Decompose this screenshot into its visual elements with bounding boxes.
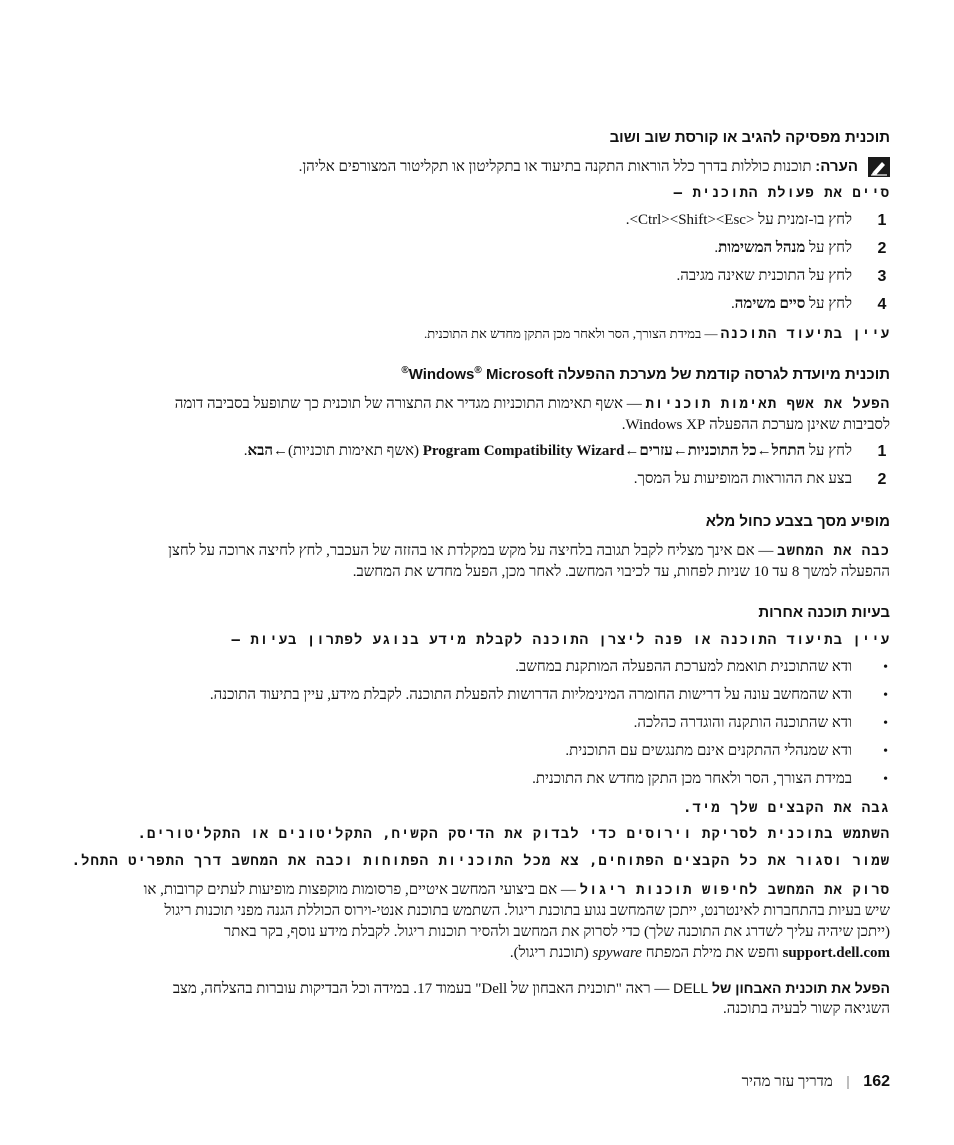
section-title-blue-screen: מופיע מסך בצבע כחול מלא xyxy=(705,513,890,530)
registered-mark: ® xyxy=(474,365,482,376)
section-title-other-problems: בעיות תוכנה אחרות xyxy=(758,604,890,621)
arrow-icon: ← xyxy=(756,443,772,459)
step-text xyxy=(714,240,852,257)
bullet-icon: • xyxy=(883,660,888,675)
diagnostics-para-line1 xyxy=(173,978,890,1000)
save-close-line: שמור וסגור את כל הקבצים הפתוחים, צא מכל התוכניות הפתוחות וכבה את המחשב דרך התפריט התחל. xyxy=(71,853,890,869)
footer-separator: | xyxy=(846,1074,850,1090)
step-text-post: . xyxy=(731,296,735,312)
end-task-label: סיים משימה xyxy=(734,296,806,312)
see-documentation-line xyxy=(424,325,890,343)
turn-off-label: כבה את המחשב xyxy=(777,543,890,559)
note-label: הערה: xyxy=(815,158,858,175)
see-documentation-label: עיין בתיעוד התוכנה xyxy=(720,326,890,342)
path-all-programs: כל התוכניות xyxy=(687,443,757,459)
section-title-program-crash: תוכנית מפסיקה להגיב או קורסת שוב ושוב xyxy=(609,129,890,146)
note-text: תוכנות כוללות בדרך כלל הוראות התקנה בתיעוד או בתקליטון או תקליטור המצורפים אליהן. xyxy=(298,159,816,175)
spyware-text-end: (תוכנת ריגול). xyxy=(509,945,593,961)
path-wizard: Program Compatibility Wizard xyxy=(422,443,625,459)
blue-screen-para-line1 xyxy=(168,541,890,562)
spyware-keyword: spyware xyxy=(592,945,642,961)
blue-screen-text: — אם אינך מצליח לקבל תגובה בלחיצה על מקש במקלדת או בהזזה של העכבר, לחץ לחיצה ארוכה על לחצן xyxy=(168,543,778,559)
path-accessories: עזרים xyxy=(639,443,673,459)
spyware-para-line1 xyxy=(144,880,890,901)
bullet-icon: • xyxy=(883,688,888,703)
step-number: 1 xyxy=(877,443,887,460)
step-text-pre: לחץ על xyxy=(805,240,852,256)
path-next: הבא xyxy=(247,443,274,459)
title-windows: Windows xyxy=(408,366,475,383)
diagnostics-label: הפעל את תוכנית האבחון של xyxy=(712,980,890,996)
arrow-icon: ← xyxy=(273,443,289,459)
spyware-para-line2: שיש בעיות בהתחברות לאינטרנט, ייתכן שהמחשב נגוע בתוכנת ריגול. השתמש בתוכנת אנטי-וירוס הכוללת הגנה מפני תוכנות ריגול xyxy=(164,903,890,919)
step-number: 1 xyxy=(877,212,887,229)
spyware-text: — אם ביצועי המחשב איטיים, פרסומות מוקפצות מופיעות לעתים קרובות, או xyxy=(143,882,580,898)
support-site-link[interactable]: support.dell.com xyxy=(782,945,890,961)
antivirus-line: השתמש בתוכנית לסריקת וירוסים כדי לבדוק את הדיסק הקשיח, התקליטונים או התקליטורים. xyxy=(137,826,890,842)
bullet-text: ודא שהתוכנה הותקנה והוגדרה כהלכה. xyxy=(633,715,852,731)
bullet-text: במידת הצורך, הסר ולאחר מכן התקן מחדש את התוכנית. xyxy=(532,771,852,787)
bullet-text: ודא שהתוכנית תואמת למערכת ההפעלה המותקנת במחשב. xyxy=(515,659,852,675)
diagnostics-para-line2: השגיאה קשור לבעיה בתוכנה. xyxy=(723,1001,890,1017)
compat-wizard-para-line2: לסביבות שאינן מערכת ההפעלה Windows XP. xyxy=(621,417,890,433)
step-text: לחץ על התוכנית שאינה מגיבה. xyxy=(676,268,852,284)
compat-wizard-label: הפעל את אשף תאימות תוכניות xyxy=(645,396,890,412)
diagnostics-dell: DELL xyxy=(673,980,713,996)
path-wizard-hebrew: (אשף תאימות תוכניות) xyxy=(288,443,423,459)
bullet-icon: • xyxy=(883,772,888,787)
page-number: 162 xyxy=(863,1073,890,1090)
step-text: לחץ בו-זמנית על <Ctrl><Shift><Esc>. xyxy=(625,212,852,228)
note-pencil-icon xyxy=(868,157,890,177)
step-text-wizard-path: לחץ על התחל←כל התוכניות←עזרים←Program Compatibility Wizard (אשף תאימות תוכניות)←הבא. xyxy=(243,443,852,459)
see-documentation-text: — במידת הצורך, הסר ולאחר מכן התקן מחדש את התוכנית. xyxy=(423,326,721,341)
title-text: תוכנית מיועדת לגרסה קודמת של מערכת ההפעלה xyxy=(553,366,890,383)
arrow-icon: ← xyxy=(624,443,640,459)
step-number: 2 xyxy=(877,240,887,257)
task-manager-label: מנהל המשימות xyxy=(718,240,806,256)
step-text-pre: לחץ על xyxy=(805,296,852,312)
subhead-end-program: סיים את פעולת התוכנית — xyxy=(673,185,890,201)
step-text-post: . xyxy=(714,240,719,256)
page-footer xyxy=(742,1073,890,1091)
note-paragraph xyxy=(299,156,858,178)
guide-title: מדריך עזר מהיר xyxy=(741,1074,833,1090)
spyware-search-text: וחפש את מילת המפתח xyxy=(641,945,783,961)
bullet-text: ודא שהמחשב עונה על דרישות החומרה המינימליות הדרושות להפעלת התוכנה. לקבלת מידע, עיין בתיעוד התוכנה. xyxy=(209,687,852,703)
section-title-compatibility xyxy=(401,365,890,383)
spyware-label: סרוק את המחשב לחיפוש תוכנות ריגול xyxy=(579,882,890,898)
spyware-para-line4 xyxy=(510,943,890,964)
path-start: התחל xyxy=(771,443,806,459)
spyware-para-line3: (ייתכן שיהיה עליך לשדרג את התוכנה שלך) כדי לסרוק את המחשב ולהסיר תוכנות ריגול. לקבלת מידע נוסף, בקר באתר xyxy=(223,924,890,940)
bullet-icon: • xyxy=(883,716,888,731)
blue-screen-para-line2: ההפעלה למשך 8 עד 10 שניות לפחות, עד לכיבוי המחשב. לאחר מכן, הפעל מחדש את המחשב. xyxy=(352,564,890,580)
bullet-icon: • xyxy=(883,744,888,759)
title-microsoft: Microsoft xyxy=(485,366,554,383)
subhead-check-documentation: עיין בתיעוד התוכנה או פנה ליצרן התוכנה לקבלת מידע בנוגע לפתרון בעיות — xyxy=(231,632,890,648)
step-text: בצע את ההוראות המופיעות על המסך. xyxy=(633,471,852,487)
step-number: 2 xyxy=(877,471,887,488)
bullet-text: ודא שמנהלי ההתקנים אינם מתנגשים עם התוכנית. xyxy=(565,743,852,759)
step-number: 3 xyxy=(877,268,887,285)
arrow-icon: ← xyxy=(672,443,688,459)
step-text xyxy=(731,296,852,313)
step-number: 4 xyxy=(877,296,887,313)
path-pre: לחץ על xyxy=(805,443,852,459)
diagnostics-text: — ראה "תוכנית האבחון של Dell" בעמוד 17. במידה וכל הבדיקות עוברות בהצלחה, מצב xyxy=(172,981,674,997)
compat-wizard-text: — אשף תאימות התוכניות מגדיר את התצורה של תוכנית כך שתופעל בסביבה דומה xyxy=(174,396,646,412)
backup-files-line: גבה את הקבצים שלך מיד. xyxy=(683,800,890,816)
compat-wizard-para-line1 xyxy=(175,394,890,415)
registered-mark: ® xyxy=(401,365,409,376)
